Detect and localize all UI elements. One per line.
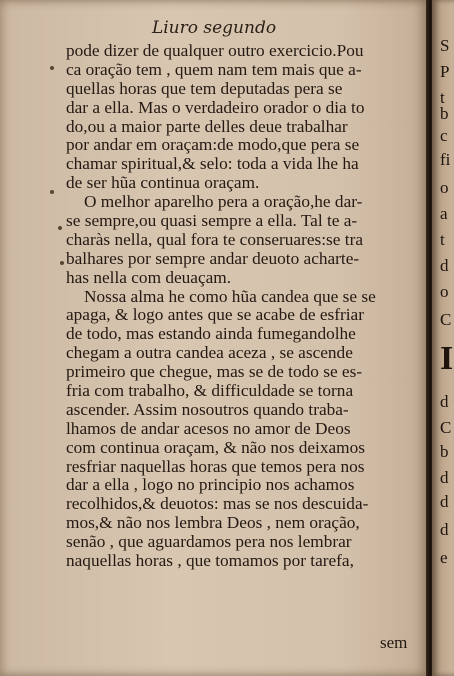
facing-page-letter: o bbox=[440, 178, 449, 197]
text-line: primeiro que chegue, mas se de todo se es- bbox=[66, 363, 363, 382]
text-line: chegam a outra candea aceza , se ascende bbox=[66, 344, 353, 363]
text-line: dar a ella. Mas o verdadeiro orador o dia to bbox=[66, 98, 365, 117]
facing-page-letter: c bbox=[440, 126, 448, 145]
text-line: ca oração tem , quem nam tem mais que a- bbox=[66, 60, 362, 79]
facing-page-letter: d bbox=[440, 256, 449, 275]
margin-mark bbox=[58, 226, 62, 230]
margin-mark bbox=[60, 261, 64, 265]
text-line: apaga, & logo antes que se acabe de esfriar bbox=[66, 306, 364, 325]
facing-page-letter: b bbox=[440, 442, 449, 461]
facing-page-letter: d bbox=[440, 392, 449, 411]
facing-page-letter: C bbox=[440, 418, 452, 437]
facing-page-letter: t bbox=[440, 230, 445, 249]
facing-page-letter: fi bbox=[440, 150, 451, 169]
text-line: naquellas horas , que tomamos por tarefa, bbox=[66, 552, 354, 571]
text-line: O melhor aparelho pera a oração,he dar- bbox=[84, 193, 363, 212]
text-line: chamar spiritual,& selo: toda a vida lhe ha bbox=[66, 155, 359, 174]
text-line: senão , que aguardamos pera nos lembrar bbox=[66, 533, 352, 552]
text-line: fria com trabalho, & difficuldade se torna bbox=[66, 382, 354, 401]
text-line: com continua oraçam, & não nos deixamos bbox=[66, 438, 365, 457]
body-text bbox=[66, 42, 426, 571]
facing-page-letter: d bbox=[440, 492, 449, 511]
text-line: mos,& não nos lembra Deos , nem oração, bbox=[66, 514, 360, 533]
text-line: balhares por sempre andar deuoto acharte- bbox=[66, 249, 360, 268]
text-line: de todo, mas estando ainda fumegandolhe bbox=[66, 325, 356, 344]
text-line: de ser hũa continua oraçam. bbox=[66, 174, 260, 193]
facing-page-letter: C bbox=[440, 310, 452, 329]
text-line: resfriar naquellas horas que temos pera nos bbox=[66, 457, 365, 476]
running-head: Liuro segundo bbox=[151, 18, 277, 38]
margin-mark bbox=[50, 190, 54, 194]
text-line: pode dizer de qualquer outro exercicio.Pou bbox=[66, 42, 364, 60]
facing-page-letter: P bbox=[440, 62, 450, 81]
text-line: has nella com deuaçam. bbox=[66, 268, 232, 287]
margin-mark bbox=[50, 66, 54, 70]
facing-page-letter: o bbox=[440, 282, 449, 301]
facing-page-letter: a bbox=[440, 204, 448, 223]
text-line: ascender. Assim nosoutros quando traba- bbox=[66, 400, 349, 419]
text-line: dar a ella , logo no principio nos achamos bbox=[66, 476, 355, 495]
text-line: por andar em oraçam:de modo,que pera se bbox=[66, 136, 360, 155]
facing-page-letter: b bbox=[440, 104, 449, 123]
text-line: recolhidos,& deuotos: mas se nos descuida- bbox=[66, 495, 369, 514]
facing-page-letter: I bbox=[440, 340, 454, 377]
text-line: charàs nella, qual fora te conseruares:se tra bbox=[66, 230, 363, 249]
facing-page-letter: e bbox=[440, 548, 448, 567]
text-line: Nossa alma he como hũa candea que se se bbox=[84, 287, 376, 306]
text-line: quellas horas que tem deputadas pera se bbox=[66, 79, 343, 98]
text-line: se sempre,ou quasi sempre a ella. Tal te a- bbox=[66, 212, 358, 231]
text-line: do,ou a maior parte delles deue trabalhar bbox=[66, 117, 348, 136]
catchword: sem bbox=[380, 633, 408, 652]
facing-page-letter: t bbox=[440, 88, 445, 107]
facing-page-letter: d bbox=[440, 468, 449, 487]
text-line: lhamos de andar acesos no amor de Deos bbox=[66, 419, 351, 438]
facing-page-letter: S bbox=[440, 36, 450, 55]
facing-page-letter: d bbox=[440, 520, 449, 539]
